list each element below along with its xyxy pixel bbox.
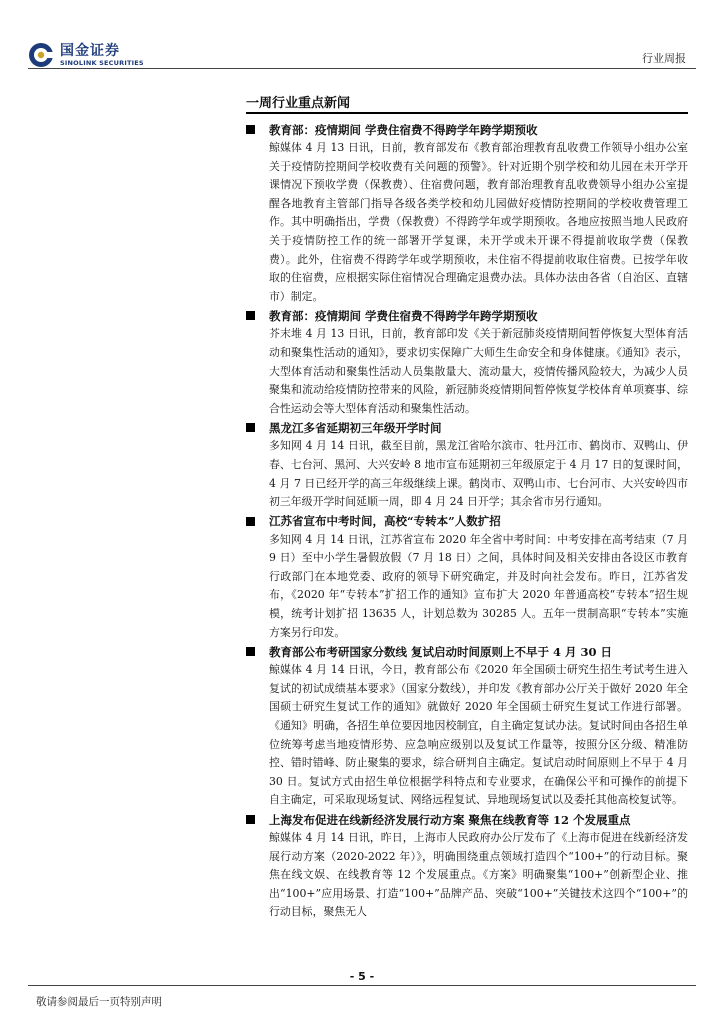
company-logo <box>28 42 144 68</box>
disclaimer-note: 敬请参阅最后一页特别声明 <box>36 996 162 1008</box>
news-title: 上海发布促进在线新经济发展行动方案 聚焦在线教育等 12 个发展重点 <box>269 812 631 827</box>
page-number: - 5 - <box>349 970 375 983</box>
news-list <box>246 120 688 922</box>
section-title: 一周行业重点新闻 <box>246 96 351 111</box>
news-item <box>246 810 688 922</box>
news-title: 教育部：疫情期间 学费住宿费不得跨学年跨学期预收 <box>269 308 538 323</box>
news-body: 鲸媒体 4 月 14 日讯，昨日，上海市人民政府办公厅发布了《上海市促进在线新经济发展行动方案（2020-2022 年）》，明确围绕重点领域打造四个“100+”的行动目标。聚焦在线文娱、在线教育等 12 个发展重点。《方案》明确聚集“100+”创新型企业、推出“100+”应用场景、打造“100+”品牌产品、突破“100+”关键技术这四个“100+”的行动目标，聚焦无人 <box>269 831 688 919</box>
section-title-divider <box>246 112 688 114</box>
news-title: 教育部公布考研国家分数线 复试启动时间原则上不早于 4 月 30 日 <box>269 644 613 659</box>
square-bullet-icon <box>246 311 255 320</box>
news-title: 江苏省宣布中考时间，高校“专转本”人数扩招 <box>269 514 501 529</box>
logo-name-en: SINOLINK SECURITIES <box>60 58 144 67</box>
news-title: 教育部：疫情期间 学费住宿费不得跨学年跨学期预收 <box>269 122 538 137</box>
footer-divider <box>28 985 696 986</box>
report-type-label: 行业周报 <box>642 52 686 65</box>
news-body: 鲸媒体 4 月 14 日讯，今日，教育部公布《2020 年全国硕士研究生招生考试考生进入复试的初试成绩基本要求》（国家分数线），并印发《教育部办公厅关于做好 2020 年全国硕士研究生复试工作的通知》就做好 2020 年全国硕士研究生复试工作进行部署。《通知》明确，各招生单位要因地因校制宜，自主确定复试办法。复试时间由各招生单位统筹考虑当地疫情形势、应急响应级别以及复试工作量等，按照分区分级、精准防控、错时错峰、防止聚集的要求，综合研判自主确定。复试启动时间原则上不早于 4 月 30 日。复试方式由招生单位根据学科特点和专业要求，在确保公平和可操作的前提下自主确定，可采取现场复试、网络远程复试、异地现场复试以及委托其他高校复试等。 <box>269 663 688 807</box>
news-body: 鲸媒体 4 月 13 日讯，日前，教育部发布《教育部治理教育乱收费工作领导小组办公室关于疫情防控期间学校收费有关问题的预警》。针对近期个别学校和幼儿园在未开学开课情况下预收学费（保教费）、住宿费问题，教育部治理教育乱收费领导小组办公室提醒各地教育主管部门指导各级各类学校和幼儿园做好疫情防控期间的学校收费管理工作。其中明确指出，学费（保教费）不得跨学年或学期预收。各地应按照当地人民政府关于疫情防控工作的统一部署开学复课，未开学或未开课不得提前收取学费（保教费）。此外，住宿费不得跨学年或学期预收，未住宿不得提前收取住宿费。已按学年收取的住宿费，应根据实际住宿情况合理确定退费办法。具体办法由各省（自治区、直辖市）制定。 <box>269 141 688 303</box>
news-item <box>246 642 688 810</box>
sinolink-logo-icon <box>28 42 54 68</box>
news-title: 黑龙江多省延期初三年级开学时间 <box>269 420 442 435</box>
logo-name-cn: 国金证券 <box>60 42 120 59</box>
square-bullet-icon <box>246 517 255 526</box>
news-body: 多知网 4 月 14 日讯，截至目前，黑龙江省哈尔滨市、牡丹江市、鹤岗市、双鸭山、伊春、七台河、黑河、大兴安岭 8 地市宣布延期初三年级原定于 4 月 17 日的复课时间，4 月 7 日已经开学的高三年级继续上课。鹤岗市、双鸭山市、七台河市、大兴安岭四市初三年级开学时间延顺一周，即 4 月 24 日开学；其余省市另行通知。 <box>269 439 688 509</box>
news-item <box>246 512 688 643</box>
square-bullet-icon <box>246 815 255 824</box>
square-bullet-icon <box>246 125 255 134</box>
news-item <box>246 418 688 511</box>
news-item <box>246 306 688 418</box>
square-bullet-icon <box>246 647 255 656</box>
news-body: 芥末堆 4 月 13 日讯，日前，教育部印发《关于新冠肺炎疫情期间暂停恢复大型体育活动和聚集性活动的通知》，要求切实保障广大师生生命安全和身体健康。《通知》表示，大型体育活动和聚集性活动人员集散量大、流动量大，疫情传播风险较大，为减少人员聚集和流动给疫情防控带来的风险，新冠肺炎疫情期间暂停恢复学校体育单项赛事、综合性运动会等大型体育活动和聚集性活动。 <box>269 327 688 415</box>
header-divider <box>28 68 696 69</box>
news-body: 多知网 4 月 14 日讯，江苏省宣布 2020 年全省中考时间：中考安排在高考结束（7 月 9 日）至中小学生暑假放假（7 月 18 日）之间，具体时间及相关安排由各设区市教育行政部门在本地党委、政府的领导下研究确定，并及时向社会发布。昨日，江苏省发布，《2020 年“专转本”扩招工作的通知》宣布扩大 2020 年普通高校“专转本”招生规模，统考计划扩招 13635 人，计划总数为 30285 人。五年一贯制高职“专转本”实施方案另行印发。 <box>269 532 688 639</box>
square-bullet-icon <box>246 423 255 432</box>
news-item <box>246 120 688 306</box>
